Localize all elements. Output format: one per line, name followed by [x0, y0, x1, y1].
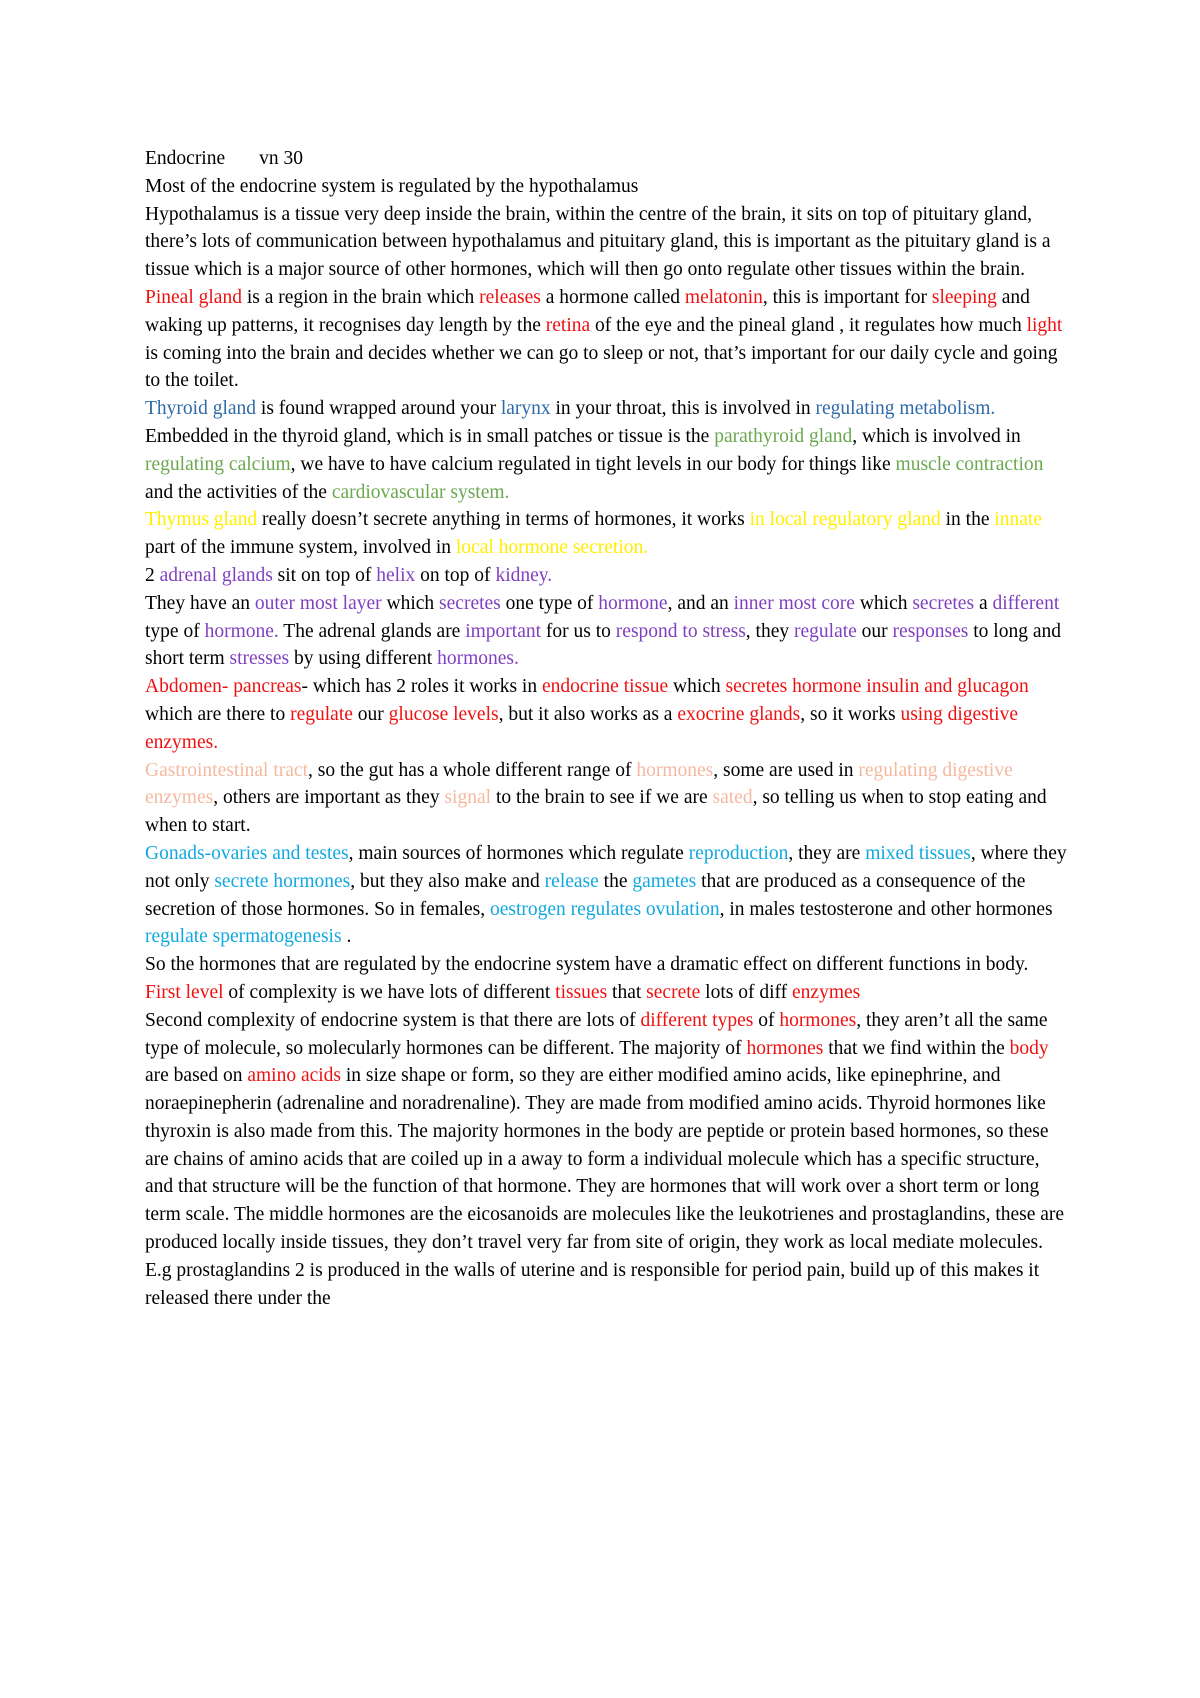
- highlighted-text: Gastrointestinal tract: [145, 759, 308, 781]
- text-run: are based on: [145, 1065, 248, 1087]
- text-run: , this is important for: [762, 286, 932, 308]
- highlighted-text: gametes: [632, 870, 697, 892]
- text-run: , some are used in: [713, 759, 859, 781]
- text-run: , in males testosterone and other hormones: [719, 898, 1053, 920]
- highlighted-text: using digestive enzymes.: [145, 703, 1019, 753]
- text-run: that: [607, 981, 647, 1003]
- highlighted-text: light: [1026, 314, 1063, 336]
- text-run: and waking up patterns, it recognises day length by the: [145, 286, 1030, 336]
- text-run: by using different: [289, 648, 438, 670]
- highlighted-text: enzymes: [792, 981, 861, 1003]
- text-run: Most of the endocrine system is regulated by the hypothalamus: [145, 175, 639, 197]
- text-run: , so it works: [800, 703, 901, 725]
- highlighted-text: hormone.: [204, 620, 279, 642]
- highlighted-text: secrete: [646, 981, 701, 1003]
- highlighted-text: amino acids: [247, 1065, 342, 1087]
- text-run: sit on top of: [272, 564, 377, 586]
- text-run: Hypothalamus is a tissue very deep inside the brain, within the centre of the brain, it sits on top of pituitary gland, there’s lots of communication between hypothalamus and pituitary gland, this is important as the pituitary gland is a tissue which is a major source of other hormones, which will then go onto regulate other tissues within the brain.: [145, 203, 1051, 281]
- highlighted-text: release: [544, 870, 599, 892]
- document-body: [145, 173, 1070, 1313]
- text-run: in your throat, this is involved in: [550, 398, 816, 420]
- text-run: type of: [145, 620, 205, 642]
- highlighted-text: regulate spermatogenesis: [145, 926, 342, 948]
- highlighted-text: sleeping: [931, 286, 997, 308]
- text-run: 2: [145, 564, 160, 586]
- paragraph: [145, 951, 1070, 979]
- highlighted-text: secretes: [439, 592, 501, 614]
- text-run: lots of diff: [700, 981, 793, 1003]
- paragraph: [145, 562, 1070, 590]
- text-run: our: [352, 703, 389, 725]
- highlighted-text: glucose levels: [388, 703, 499, 725]
- highlighted-text: respond to stress: [615, 620, 746, 642]
- document-title-line: [145, 145, 1070, 173]
- highlighted-text: cardiovascular system.: [331, 481, 510, 503]
- paragraph: [145, 673, 1070, 756]
- text-run: of: [753, 1009, 780, 1031]
- text-run: , we have to have calcium regulated in tight levels in our body for things like: [290, 453, 896, 475]
- highlighted-text: retina: [545, 314, 591, 336]
- highlighted-text: hormones: [746, 1037, 824, 1059]
- text-run: which: [668, 676, 726, 698]
- highlighted-text: melatonin: [684, 286, 763, 308]
- text-run: that we find within the: [823, 1037, 1010, 1059]
- text-run: really doesn’t secrete anything in terms of hormones, it works: [257, 509, 750, 531]
- highlighted-text: hormones: [636, 759, 714, 781]
- highlighted-text: reproduction: [688, 842, 789, 864]
- text-run: , where they not only: [145, 842, 1067, 892]
- highlighted-text: secrete hormones: [214, 870, 351, 892]
- highlighted-text: endocrine tissue: [541, 676, 669, 698]
- paragraph: [145, 1007, 1070, 1313]
- text-run: , but they also make and: [350, 870, 545, 892]
- highlighted-text: Pineal gland: [145, 286, 242, 308]
- highlighted-text: regulating digestive enzymes: [145, 759, 1013, 809]
- highlighted-text: Gonads-ovaries and testes: [145, 842, 349, 864]
- text-run: part of the immune system, involved in: [145, 537, 456, 559]
- text-run: a hormone called: [540, 286, 685, 308]
- text-run: in the: [940, 509, 995, 531]
- text-run: the: [598, 870, 633, 892]
- text-run: - which has 2 roles it works in: [301, 676, 542, 698]
- text-run: one type of: [500, 592, 599, 614]
- text-run: , main sources of hormones which regulate: [348, 842, 689, 864]
- highlighted-text: regulating metabolism.: [815, 398, 996, 420]
- text-run: to the brain to see if we are: [491, 787, 713, 809]
- text-run: They have an: [145, 592, 255, 614]
- paragraph: [145, 590, 1070, 673]
- text-run: Embedded in the thyroid gland, which is in small patches or tissue is the: [145, 425, 715, 447]
- highlighted-text: exocrine glands: [677, 703, 801, 725]
- highlighted-text: important: [465, 620, 542, 642]
- highlighted-text: inner most core: [733, 592, 855, 614]
- highlighted-text: oestrogen regulates ovulation: [489, 898, 720, 920]
- text-run: in size shape or form, so they are either modified amino acids, like epinephrine, and noraepinepherin (adrenaline and noradrenaline). They are made from modified amino acids. Thyroid hormones like thyroxin is also made from this. The majority hormones in the body are peptide or protein based hormones, so these are chains of amino acids that are coiled up in a away to form a individual molecule which has a specific structure, and that structure will be the function of that hormone. They are hormones that will work over a short term or long term scale. The middle hormones are the eicosanoids are molecules like the leukotrienes and prostaglandins, these are produced locally inside tissues, they don’t travel very far from site of origin, they work as local mediate molecules. E.g prostaglandins 2 is produced in the walls of uterine and is responsible for period pain, build up of this makes it released there under the: [145, 1065, 1065, 1309]
- text-run: our: [856, 620, 893, 642]
- paragraph: [145, 979, 1070, 1007]
- text-run: , they: [745, 620, 794, 642]
- highlighted-text: hormones.: [437, 648, 519, 670]
- text-run: is coming into the brain and decides whether we can go to sleep or not, that’s important for our daily cycle and going to the toilet.: [145, 342, 1058, 392]
- highlighted-text: parathyroid gland: [714, 425, 853, 447]
- text-run: which: [854, 592, 913, 614]
- text-run: of the eye and the pineal gland , it regulates how much: [590, 314, 1027, 336]
- highlighted-text: larynx: [500, 398, 551, 420]
- highlighted-text: mixed tissues: [865, 842, 971, 864]
- text-run: of complexity is we have lots of different: [223, 981, 556, 1003]
- text-run: , so telling us when to stop eating and when to start.: [145, 787, 1047, 837]
- text-run: , others are important as they: [213, 787, 445, 809]
- text-run: and the activities of the: [145, 481, 332, 503]
- highlighted-text: sated: [712, 787, 753, 809]
- highlighted-text: hormones: [779, 1009, 857, 1031]
- text-run: , which is involved in: [852, 425, 1021, 447]
- text-run: The adrenal glands are: [278, 620, 466, 642]
- text-run: that are produced as a consequence of the secretion of those hormones. So in females,: [145, 870, 1026, 920]
- paragraph: [145, 395, 1070, 506]
- text-run: to long and short term: [145, 620, 1061, 670]
- document-title: Endocrine: [145, 148, 226, 169]
- highlighted-text: helix: [376, 564, 416, 586]
- highlighted-text: different types: [640, 1009, 754, 1031]
- highlighted-text: First level: [145, 981, 224, 1003]
- text-run: for us to: [541, 620, 616, 642]
- highlighted-text: body: [1009, 1037, 1049, 1059]
- highlighted-text: kidney.: [495, 564, 553, 586]
- paragraph: [145, 506, 1070, 562]
- paragraph: [145, 840, 1070, 951]
- text-run: which are there to: [145, 703, 291, 725]
- highlighted-text: signal: [444, 787, 492, 809]
- document-page: [145, 145, 1070, 1312]
- text-run: , they are: [788, 842, 866, 864]
- text-run: Second complexity of endocrine system is that there are lots of: [145, 1009, 641, 1031]
- text-run: is found wrapped around your: [256, 398, 501, 420]
- highlighted-text: adrenal glands: [159, 564, 273, 586]
- highlighted-text: in local regulatory gland: [749, 509, 941, 531]
- highlighted-text: regulating calcium: [145, 453, 291, 475]
- highlighted-text: stresses: [229, 648, 290, 670]
- text-run: , and an: [667, 592, 734, 614]
- text-run: , so the gut has a whole different range of: [308, 759, 637, 781]
- highlighted-text: Thymus gland: [145, 509, 258, 531]
- highlighted-text: secretes hormone insulin and glucagon: [725, 676, 1029, 698]
- text-run: So the hormones that are regulated by the endocrine system have a dramatic effect on different functions in body.: [145, 954, 1029, 976]
- paragraph: [145, 201, 1070, 284]
- text-run: which: [381, 592, 440, 614]
- text-run: on top of: [415, 564, 496, 586]
- text-run: a: [974, 592, 993, 614]
- highlighted-text: Abdomen- pancreas: [145, 676, 302, 698]
- highlighted-text: responses: [892, 620, 969, 642]
- paragraph: [145, 757, 1070, 840]
- highlighted-text: releases: [479, 286, 541, 308]
- highlighted-text: tissues: [555, 981, 608, 1003]
- text-run: , but it also works as a: [498, 703, 678, 725]
- highlighted-text: hormone: [598, 592, 668, 614]
- highlighted-text: local hormone secretion.: [455, 537, 649, 559]
- document-version: vn 30: [259, 148, 304, 169]
- highlighted-text: Thyroid gland: [145, 398, 257, 420]
- highlighted-text: secretes: [912, 592, 975, 614]
- highlighted-text: regulate: [794, 620, 857, 642]
- paragraph: [145, 284, 1070, 395]
- text-run: .: [341, 926, 352, 948]
- highlighted-text: regulate: [290, 703, 353, 725]
- highlighted-text: muscle contraction: [895, 453, 1044, 475]
- highlighted-text: outer most layer: [254, 592, 382, 614]
- highlighted-text: innate: [994, 509, 1043, 531]
- text-run: , they aren’t all the same type of molecule, so molecularly hormones can be different. The majority of: [145, 1009, 1048, 1059]
- text-run: is a region in the brain which: [241, 286, 480, 308]
- highlighted-text: different: [992, 592, 1060, 614]
- paragraph: [145, 173, 1070, 201]
